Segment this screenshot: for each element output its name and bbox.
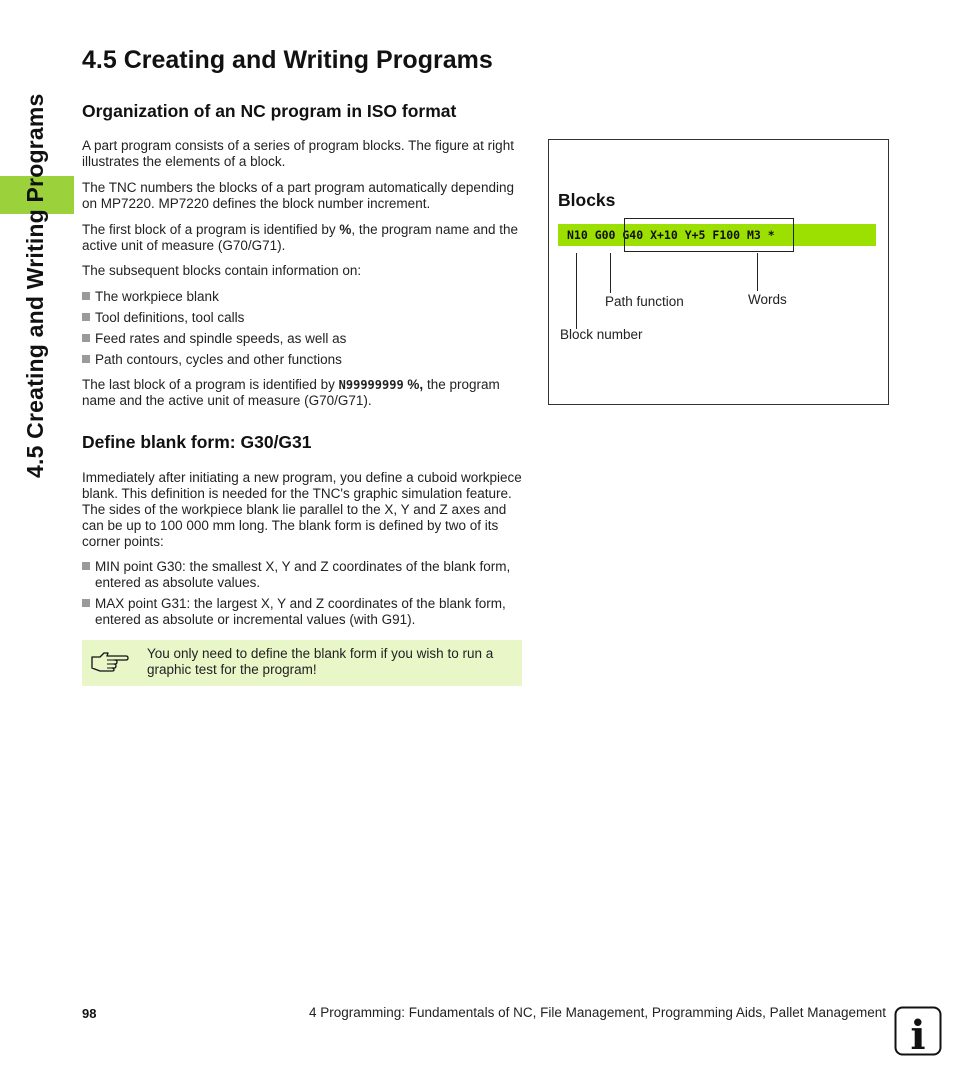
tip-text: You only need to define the blank form if you wish to run a graphic test for the program!: [147, 646, 494, 677]
list-item: [82, 559, 524, 591]
bullet-square-icon: [82, 334, 90, 342]
end-block-code: N99999999: [338, 378, 404, 392]
text: , the program name and the active unit of measure (G70/G71).: [82, 222, 518, 253]
side-chapter-title-text: 4.5 Creating and Writing Programs: [22, 93, 48, 478]
bullet-square-icon: [82, 562, 90, 570]
bullet-square-icon: [82, 599, 90, 607]
label-path-function: Path function: [605, 294, 684, 309]
bullet-square-icon: [82, 355, 90, 363]
footer-chapter: 4 Programming: Fundamentals of NC, File Management, Programming Aids, Pallet Management: [308, 1005, 886, 1020]
page-title: 4.5 Creating and Writing Programs: [82, 46, 493, 74]
percent-symbol: %,: [403, 377, 424, 392]
list-item-text: MAX point G31: the largest X, Y and Z coordinates of the blank form, entered as absolute or incremental values (with G91).: [95, 596, 506, 627]
figure-frame: [548, 139, 889, 405]
list-item: [82, 289, 524, 305]
section-heading-blank-form: Define blank form: G30/G31: [82, 432, 312, 452]
list-item: [82, 596, 524, 628]
list-item-text: Feed rates and spindle speeds, as well as: [95, 331, 347, 346]
paragraph-subsequent: The subsequent blocks contain information on:: [82, 263, 362, 278]
list-item: [82, 352, 524, 368]
list-item: [82, 310, 524, 326]
label-block-number: Block number: [560, 327, 643, 342]
list-item: [82, 331, 524, 347]
list-item-text: MIN point G30: the smallest X, Y and Z coordinates of the blank form, entered as absolute values.: [95, 559, 511, 590]
path-function-pointer: [610, 253, 611, 293]
label-words: Words: [748, 292, 787, 307]
info-glyph: i: [910, 1012, 926, 1056]
figure-title: Blocks: [558, 190, 616, 210]
paragraph-numbering: The TNC numbers the blocks of a part program automatically depending on MP7220. MP7220 defines the block number increment.: [82, 180, 514, 211]
paragraph-first-block: [82, 222, 524, 254]
nc-block-code: N10 G00 G40 X+10 Y+5 F100 M3 *: [567, 228, 775, 242]
words-bracket: [624, 218, 794, 252]
percent-symbol: %: [339, 222, 352, 237]
paragraph-blank-form: Immediately after initiating a new program, you define a cuboid workpiece blank. This definition is needed for the TNC's graphic simulation feature. The sides of the workpiece blank lie parallel to the X, Y and Z axes and can be up to 100 000 mm long. The blank form is defined by two of its corner points:: [82, 470, 522, 549]
page-number: 98: [82, 1006, 97, 1021]
info-icon[interactable]: [894, 1006, 942, 1056]
list-item-text: The workpiece blank: [95, 289, 219, 304]
bullet-square-icon: [82, 292, 90, 300]
pointing-hand-icon: [90, 648, 130, 672]
words-pointer: [757, 253, 758, 291]
text: The first block of a program is identified by: [82, 222, 340, 237]
section-heading-organization: Organization of an NC program in ISO format: [82, 101, 457, 121]
list-item-text: Path contours, cycles and other functions: [95, 352, 342, 367]
text: The last block of a program is identified by: [82, 377, 339, 392]
paragraph-last-block: [82, 377, 524, 409]
list-item-text: Tool definitions, tool calls: [95, 310, 245, 325]
text: the program name and the active unit of measure (G70/G71).: [82, 377, 500, 408]
bullet-square-icon: [82, 313, 90, 321]
block-number-pointer: [576, 253, 577, 329]
paragraph-intro: A part program consists of a series of program blocks. The figure at right illustrates the elements of a block.: [82, 138, 514, 169]
